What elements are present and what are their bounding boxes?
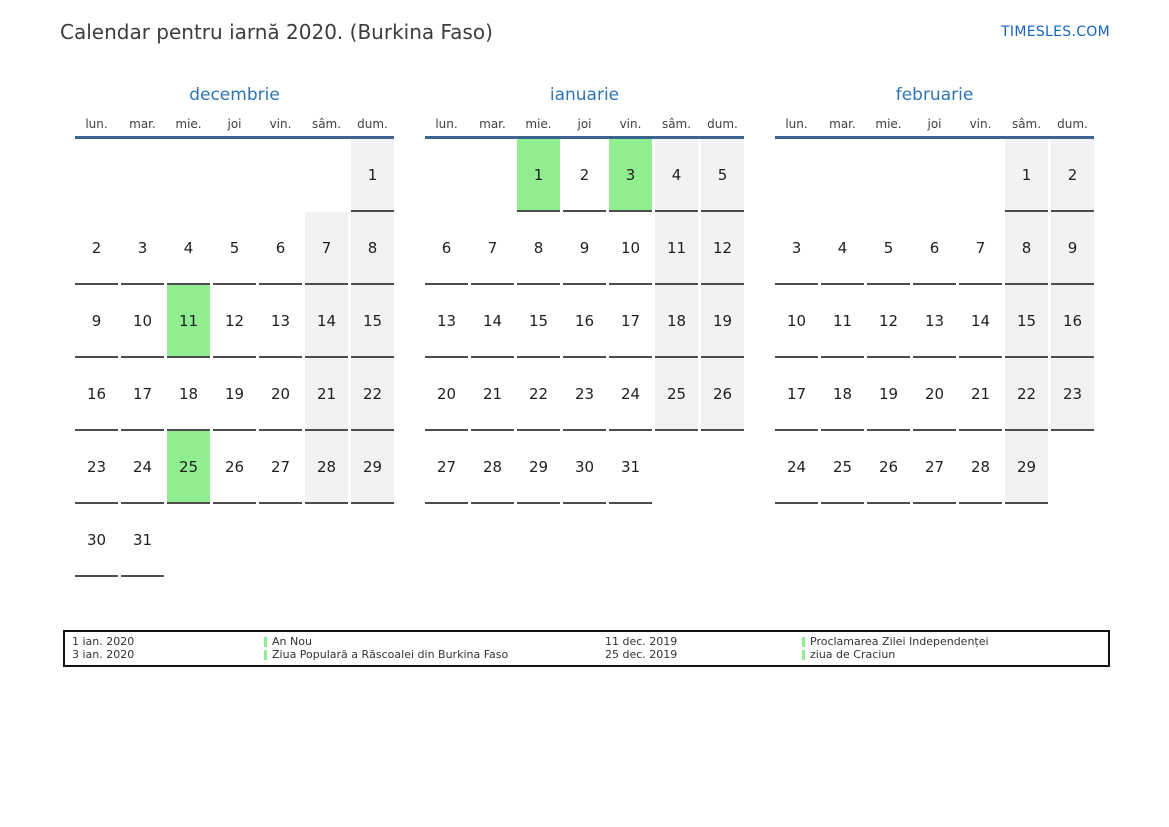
day-cell: 24 <box>609 358 652 431</box>
day-cell: 14 <box>471 285 514 358</box>
day-cell: 14 <box>305 285 348 358</box>
day-cell: 27 <box>425 431 468 504</box>
day-cell: 3 <box>609 139 652 212</box>
day-cell: 22 <box>1005 358 1048 431</box>
day-cell: 8 <box>351 212 394 285</box>
day-cell: 15 <box>1005 285 1048 358</box>
day-cell: 28 <box>471 431 514 504</box>
legend-date: 11 dec. 2019 <box>605 635 678 648</box>
day-cell: 19 <box>213 358 256 431</box>
weekday-label: sâm. <box>661 117 692 131</box>
weekday-label: mar. <box>479 117 506 131</box>
day-cell: 16 <box>75 358 118 431</box>
weekday-label: dum. <box>357 117 388 131</box>
day-cell: 25 <box>655 358 698 431</box>
month-december <box>75 84 394 577</box>
empty-cell <box>305 139 348 212</box>
day-cell: 28 <box>959 431 1002 504</box>
day-cell: 5 <box>867 212 910 285</box>
weekday-label: joi <box>927 117 942 131</box>
empty-cell <box>121 139 164 212</box>
weekday-header-row <box>75 112 394 136</box>
legend-label: ziua de Craciun <box>810 648 896 661</box>
empty-cell <box>167 139 210 212</box>
day-cell: 3 <box>121 212 164 285</box>
holiday-marker-icon <box>264 637 267 647</box>
holiday-marker-icon <box>264 650 267 660</box>
day-cell: 10 <box>609 212 652 285</box>
day-cell: 24 <box>775 431 818 504</box>
day-cell: 11 <box>655 212 698 285</box>
legend-item <box>802 648 1108 661</box>
day-cell: 31 <box>121 504 164 577</box>
empty-cell <box>701 431 744 504</box>
day-cell: 20 <box>913 358 956 431</box>
day-cell: 16 <box>563 285 606 358</box>
day-cell: 14 <box>959 285 1002 358</box>
day-cell: 11 <box>167 285 210 358</box>
month-title: ianuarie <box>549 85 620 105</box>
day-cell: 2 <box>75 212 118 285</box>
day-cell: 30 <box>563 431 606 504</box>
day-cell: 3 <box>775 212 818 285</box>
day-cell: 4 <box>655 139 698 212</box>
day-cell: 6 <box>259 212 302 285</box>
day-cell: 10 <box>775 285 818 358</box>
day-cell: 9 <box>75 285 118 358</box>
empty-cell <box>259 139 302 212</box>
weekday-label: mie. <box>175 117 202 131</box>
day-cell: 24 <box>121 431 164 504</box>
day-cell: 20 <box>259 358 302 431</box>
day-cell: 1 <box>517 139 560 212</box>
weekday-header-row <box>775 112 1094 136</box>
day-cell: 11 <box>821 285 864 358</box>
day-cell: 17 <box>775 358 818 431</box>
legend-date: 25 dec. 2019 <box>605 648 678 661</box>
empty-cell <box>821 139 864 212</box>
day-cell: 22 <box>517 358 560 431</box>
day-cell: 19 <box>701 285 744 358</box>
empty-cell <box>655 431 698 504</box>
month-title: decembrie <box>189 85 280 105</box>
day-cell: 9 <box>563 212 606 285</box>
empty-cell <box>75 139 118 212</box>
month-grid <box>775 139 1094 504</box>
day-cell: 29 <box>1005 431 1048 504</box>
weekday-label: lun. <box>785 117 808 131</box>
day-cell: 22 <box>351 358 394 431</box>
day-cell: 6 <box>425 212 468 285</box>
weekday-label: joi <box>577 117 592 131</box>
weekday-label: dum. <box>707 117 738 131</box>
day-cell: 8 <box>1005 212 1048 285</box>
day-cell: 20 <box>425 358 468 431</box>
day-cell: 4 <box>821 212 864 285</box>
day-cell: 27 <box>913 431 956 504</box>
day-cell: 31 <box>609 431 652 504</box>
weekday-label: vin. <box>969 117 992 131</box>
month-grid <box>75 139 394 577</box>
day-cell: 19 <box>867 358 910 431</box>
day-cell: 13 <box>913 285 956 358</box>
legend-label: Proclamarea Zilei Independenței <box>810 635 989 648</box>
day-cell: 1 <box>351 139 394 212</box>
weekday-label: lun. <box>85 117 108 131</box>
page-title: Calendar pentru iarnă 2020. (Burkina Faso) <box>60 20 493 44</box>
day-cell: 26 <box>867 431 910 504</box>
empty-cell <box>259 504 302 577</box>
day-cell: 23 <box>75 431 118 504</box>
day-cell: 5 <box>701 139 744 212</box>
day-cell: 4 <box>167 212 210 285</box>
day-cell: 25 <box>167 431 210 504</box>
day-cell: 7 <box>471 212 514 285</box>
legend-labels-left <box>264 635 605 665</box>
empty-cell <box>867 139 910 212</box>
day-cell: 26 <box>701 358 744 431</box>
weekday-label: dum. <box>1057 117 1088 131</box>
day-cell: 17 <box>121 358 164 431</box>
day-cell: 6 <box>913 212 956 285</box>
month-january <box>425 84 744 577</box>
month-february <box>775 84 1094 577</box>
empty-cell <box>775 139 818 212</box>
day-cell: 10 <box>121 285 164 358</box>
weekday-header-row <box>425 112 744 136</box>
day-cell: 16 <box>1051 285 1094 358</box>
legend-item <box>264 648 605 661</box>
weekday-label: vin. <box>619 117 642 131</box>
legend-label: Ziua Populară a Răscoalei din Burkina Faso <box>272 648 509 661</box>
day-cell: 26 <box>213 431 256 504</box>
day-cell: 29 <box>351 431 394 504</box>
day-cell: 29 <box>517 431 560 504</box>
weekday-label: sâm. <box>311 117 342 131</box>
day-cell: 30 <box>75 504 118 577</box>
day-cell: 1 <box>1005 139 1048 212</box>
day-cell: 13 <box>425 285 468 358</box>
weekday-label: mie. <box>525 117 552 131</box>
empty-cell <box>351 504 394 577</box>
day-cell: 13 <box>259 285 302 358</box>
day-cell: 8 <box>517 212 560 285</box>
legend-date: 1 ian. 2020 <box>72 635 135 648</box>
legend-item <box>802 635 1108 648</box>
empty-cell <box>213 139 256 212</box>
day-cell: 2 <box>563 139 606 212</box>
brand-link[interactable]: TIMESLES.COM <box>1001 24 1110 40</box>
legend-date: 3 ian. 2020 <box>72 648 135 661</box>
legend-dates-right <box>605 635 802 665</box>
holiday-marker-icon <box>802 637 805 647</box>
day-cell: 17 <box>609 285 652 358</box>
day-cell: 9 <box>1051 212 1094 285</box>
weekday-label: mar. <box>829 117 856 131</box>
weekday-label: joi <box>227 117 242 131</box>
day-cell: 25 <box>821 431 864 504</box>
holiday-marker-icon <box>802 650 805 660</box>
day-cell: 18 <box>167 358 210 431</box>
empty-cell <box>913 139 956 212</box>
empty-cell <box>1051 431 1094 504</box>
months-row <box>75 84 1094 577</box>
weekday-label: lun. <box>435 117 458 131</box>
month-grid <box>425 139 744 504</box>
day-cell: 12 <box>701 212 744 285</box>
day-cell: 2 <box>1051 139 1094 212</box>
day-cell: 28 <box>305 431 348 504</box>
day-cell: 21 <box>959 358 1002 431</box>
empty-cell <box>305 504 348 577</box>
day-cell: 7 <box>959 212 1002 285</box>
day-cell: 23 <box>1051 358 1094 431</box>
day-cell: 12 <box>867 285 910 358</box>
empty-cell <box>471 139 514 212</box>
legend-item <box>264 635 605 648</box>
day-cell: 5 <box>213 212 256 285</box>
weekday-label: vin. <box>269 117 292 131</box>
legend-label: An Nou <box>272 635 312 648</box>
day-cell: 15 <box>351 285 394 358</box>
empty-cell <box>213 504 256 577</box>
empty-cell <box>425 139 468 212</box>
weekday-label: sâm. <box>1011 117 1042 131</box>
day-cell: 18 <box>821 358 864 431</box>
month-title: februarie <box>895 85 974 105</box>
day-cell: 23 <box>563 358 606 431</box>
legend-box <box>63 630 1110 667</box>
day-cell: 12 <box>213 285 256 358</box>
weekday-label: mie. <box>875 117 902 131</box>
legend-dates-left <box>72 635 264 665</box>
day-cell: 7 <box>305 212 348 285</box>
day-cell: 27 <box>259 431 302 504</box>
day-cell: 15 <box>517 285 560 358</box>
weekday-label: mar. <box>129 117 156 131</box>
empty-cell <box>167 504 210 577</box>
day-cell: 18 <box>655 285 698 358</box>
empty-cell <box>959 139 1002 212</box>
legend-labels-right <box>802 635 1108 665</box>
day-cell: 21 <box>471 358 514 431</box>
day-cell: 21 <box>305 358 348 431</box>
